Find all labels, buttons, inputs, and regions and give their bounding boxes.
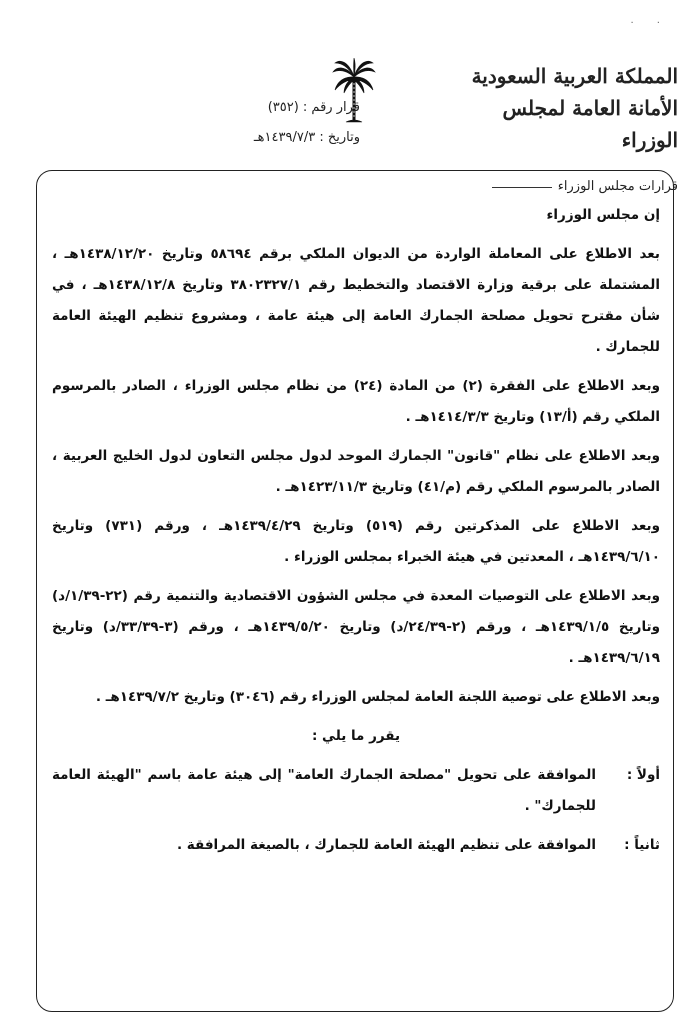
secretariat-name: الأمانة العامة لمجلس الوزراء <box>502 96 678 152</box>
kingdom-name: المملكة العربية السعودية <box>471 64 678 88</box>
decision-date: وتاريخ : ١٤٣٩/٧/٣هـ <box>253 130 360 145</box>
scan-specks: · · <box>630 18 670 29</box>
resolves-heading: يقرر ما يلي : <box>311 728 401 744</box>
resolution-item <box>52 830 660 861</box>
item-number: أولاً : <box>626 767 660 783</box>
decision-info <box>200 93 360 153</box>
item-number: ثانياً : <box>624 837 660 853</box>
item-text: الموافقة على تنظيم الهيئة العامة للجمارك ، بالصيغة المرافقة . <box>176 837 596 853</box>
section-name: قرارات مجلس الوزراء <box>557 179 678 194</box>
recital-paragraph: وبعد الاطلاع على توصية اللجنة العامة لمجلس الوزراء رقم (٣٠٤٦) وتاريخ ١٤٣٩/٧/٢هـ . <box>95 689 660 705</box>
recital-paragraph: وبعد الاطلاع على الفقرة (٢) من المادة (٢٤) من نظام مجلس الوزراء ، الصادر بالمرسوم الملكي رقم (أ/١٣) وتاريخ ١٤١٤/٣/٣هـ . <box>52 378 660 425</box>
opening-line: إن مجلس الوزراء <box>546 207 660 223</box>
recital-paragraph: وبعد الاطلاع على المذكرتين رقم (٥١٩) وتاريخ ١٤٣٩/٤/٢٩هـ ، ورقم (٧٣١) وتاريخ ١٤٣٩/٦/١٠هـ ، المعدتين في هيئة الخبراء بمجلس الوزراء . <box>52 518 661 565</box>
resolution-item <box>52 760 660 822</box>
decision-body <box>52 200 660 869</box>
item-text: الموافقة على تحويل "مصلحة الجمارك العامة" إلى هيئة عامة باسم "الهيئة العامة للجمارك" . <box>52 767 596 814</box>
recital-paragraph: وبعد الاطلاع على نظام "قانون" الجمارك الموحد لدول مجلس التعاون لدول الخليج العربية ، الصادر بالمرسوم الملكي رقم (م/٤١) وتاريخ ١٤٢٣/١١/٣هـ . <box>52 448 660 495</box>
recital-paragraph: وبعد الاطلاع على التوصيات المعدة في مجلس الشؤون الاقتصادية والتنمية رقم (٢٢-١/٣٩/د) وتاريخ ١٤٣٩/١/٥هـ ، ورقم (٢-٢٤/٣٩/د) وتاريخ ١٤٣٩/٥/٢٠هـ ، ورقم (٣-٣٣/٣٩/د) وتاريخ ١٤٣٩/٦/١٩هـ . <box>52 588 660 666</box>
recital-paragraph: بعد الاطلاع على المعاملة الواردة من الديوان الملكي برقم ٥٨٦٩٤ وتاريخ ١٤٣٨/١٢/٢٠هـ ، المشتملة على برقية وزارة الاقتصاد والتخطيط رقم ٣٨٠٢٣٢٧/١ وتاريخ ١٤٣٨/١٢/٨هـ ، في شأن مقترح تحويل مصلحة الجمارك العامة إلى هيئة عامة ، ومشروع تنظيم الهيئة العامة للجمارك . <box>52 246 661 355</box>
decision-number: قرار رقم : (٣٥٢) <box>267 100 360 115</box>
